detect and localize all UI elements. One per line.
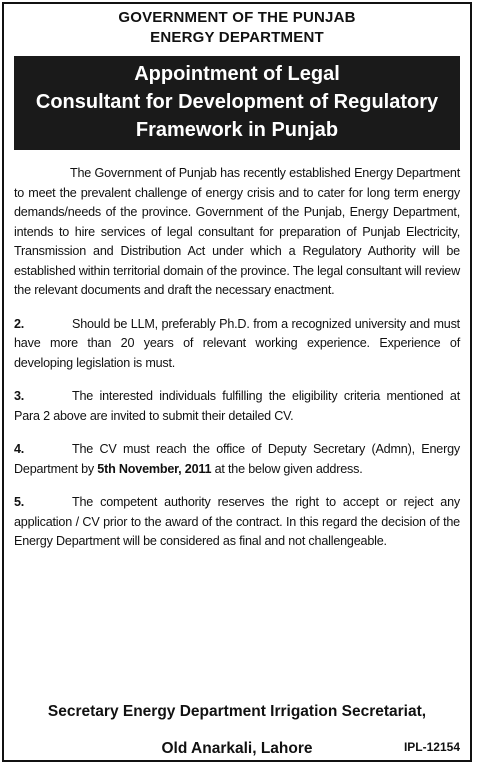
address-line-2: Old Anarkali, Lahore <box>161 740 313 757</box>
paragraph-text: The interested individuals fulfilling the eligibility criteria mentioned at Para 2 above are invited to submit their detailed CV. <box>14 389 460 423</box>
title-line-3: Framework in Punjab <box>135 119 339 141</box>
advertisement-frame <box>2 2 472 762</box>
paragraph-number: 4. <box>14 442 25 456</box>
body-text <box>14 164 460 552</box>
header-government: GOVERNMENT OF THE PUNJAB <box>118 9 356 26</box>
paragraph-number: 5. <box>14 495 25 509</box>
deadline-date: 5th November, 2011 <box>97 461 212 476</box>
reference-code: IPL-12154 <box>403 740 460 754</box>
intro-paragraph: The Government of Punjab has recently established Energy Department to meet the prevalent challenge of energy crisis and to cater for long term energy demands/needs of the province. Government of the Punjab, Energy Department, intends to hire services of legal consultant for preparation of Punjab Electricity, Transmission and Distribution Act under which a Regulatory Authority will be established within territorial domain of the province. The legal consultant will review the relevant documents and draft the necessary enactment. <box>14 166 460 297</box>
title-banner <box>14 56 460 150</box>
paragraph-number: 2. <box>14 316 25 331</box>
header-department: ENERGY DEPARTMENT <box>150 29 324 46</box>
paragraph-text: Should be LLM, preferably Ph.D. from a recognized university and must have more than 20 years of relevant working experience. Experience of developing legislation is must. <box>14 316 460 370</box>
paragraph-5 <box>14 493 460 552</box>
paragraph-text: The CV must reach the office of Deputy Secretary (Admn), Energy Department by <box>14 442 460 476</box>
paragraph-2 <box>14 315 460 374</box>
paragraph-text: The competent authority reserves the right to accept or reject any application / CV prior to the award of the contract. In this regard the decision of the Energy Department will be considered as final and not challengeable. <box>14 495 460 548</box>
address-line-1: Secretary Energy Department Irrigation Secretariat, <box>47 703 427 720</box>
title-line-2: Consultant for Development of Regulatory <box>35 91 439 113</box>
title-line-1: Appointment of Legal <box>134 63 340 85</box>
paragraph-number: 3. <box>14 389 25 403</box>
paragraph-3 <box>14 387 460 426</box>
paragraph-4 <box>14 440 460 479</box>
paragraph-text-end: at the below given address. <box>211 461 363 476</box>
